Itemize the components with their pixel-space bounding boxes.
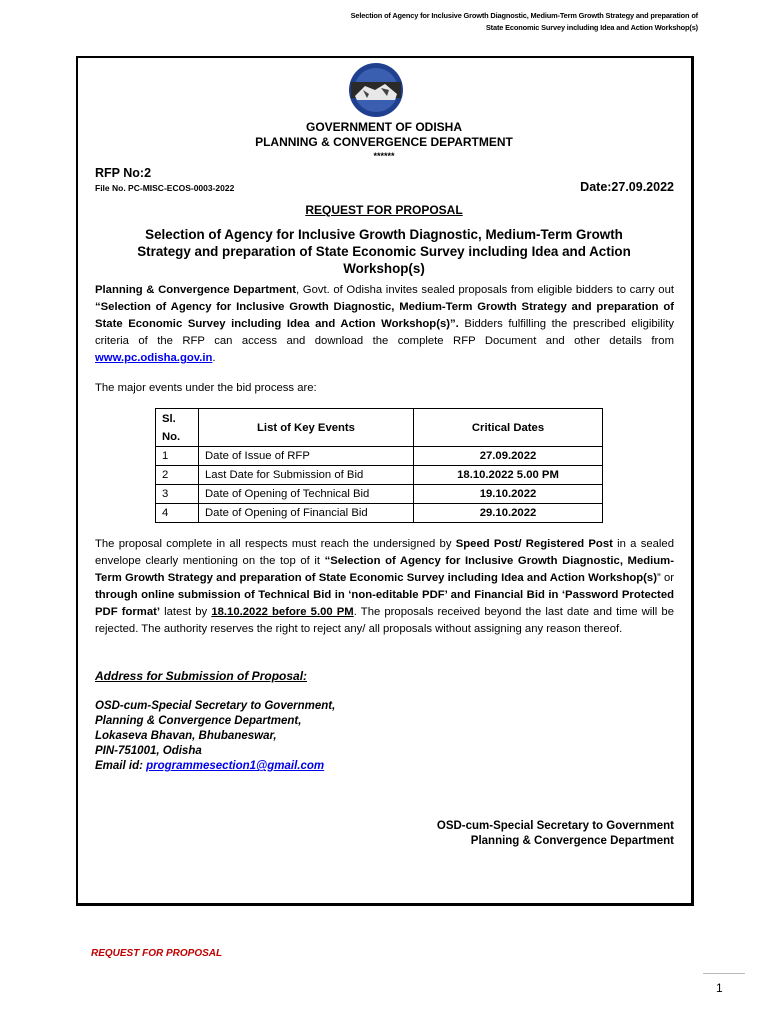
email-label: Email id: [95,760,147,772]
row-sl: 1 [156,447,199,466]
table-header-row [156,409,603,447]
separator-stars: ****** [373,151,395,161]
row-event: Date of Opening of Technical Bid [199,485,414,504]
file-number: File No. PC-MISC-ECOS-0003-2022 [95,183,235,193]
p3-bold-online: through online submission of Technical Bid in ‘non-editable PDF’ and Financial Bid in ‘Password Protected PDF format’ [95,589,674,618]
signature-block [437,819,674,849]
submission-paragraph [95,536,674,638]
row-sl: 4 [156,504,199,523]
invitation-paragraph [95,282,674,367]
department-bold: Planning & Convergence Department [95,284,297,296]
website-link[interactable]: www.pc.odisha.gov.in [95,352,213,364]
rfp-number: RFP No:2 [95,166,152,180]
footer-label: REQUEST FOR PROPOSAL [91,948,223,959]
events-intro: The major events under the bid process are: [95,382,317,394]
p1-text-3: . [212,352,216,364]
page-number: 1 [716,981,723,995]
row-sl: 3 [156,485,199,504]
p1-text-1: , Govt. of Odisha invites sealed proposals from eligible bidders to carry out [296,284,674,296]
address-heading: Address for Submission of Proposal: [95,669,308,683]
row-event: Date of Issue of RFP [199,447,414,466]
p3-bold-title: “Selection of Agency for Inclusive Growth Diagnostic, Medium-Term Growth Strategy and preparation of State Economic Survey including Idea and Action Workshop(s) [95,555,674,584]
table-row [156,466,603,485]
p3-text-3: ” or [656,572,674,584]
row-date: 18.10.2022 5.00 PM [414,466,603,485]
document-title [92,226,676,277]
table-row [156,485,603,504]
department-name: PLANNING & CONVERGENCE DEPARTMENT [255,135,513,149]
p3-text-4: latest by [160,606,212,618]
row-date: 27.09.2022 [414,447,603,466]
row-event: Last Date for Submission of Bid [199,466,414,485]
p1-bold-title: “Selection of Agency for Inclusive Growth Diagnostic, Medium-Term Growth Strategy and preparation of State Economic Survey including Idea and Action Workshop(s)”. [95,301,674,330]
address-line-3: Lokaseva Bhavan, Bhubaneswar, [95,730,277,742]
address-line-1: OSD-cum-Special Secretary to Government, [95,700,336,712]
odisha-emblem-icon [345,60,407,120]
row-date: 29.10.2022 [414,504,603,523]
rfp-heading [92,203,676,218]
issue-date: Date:27.09.2022 [580,180,674,194]
p3-text-1: The proposal complete in all respects must reach the undersigned by [95,538,456,550]
row-sl: 2 [156,466,199,485]
row-event: Date of Opening of Financial Bid [199,504,414,523]
running-header [278,10,698,34]
email-line [95,759,335,774]
p3-text-6: The proposals received beyond the last date and time will be rejected. The authority reserves the right to reject any/ all proposals without assigning any reason thereof. [95,606,674,635]
p3-text-2: in a sealed envelope clearly mentioning on the top of it [95,538,674,567]
header-events: List of Key Events [199,409,414,447]
title-line-1: Selection of Agency for Inclusive Growth Diagnostic, Medium-Term Growth [145,227,623,242]
p1-text-2: Bidders fulfilling the prescribed eligibility criteria of the RFP can access and download the complete RFP Document and other details from [95,318,674,347]
header-line-1: Selection of Agency for Inclusive Growth Diagnostic, Medium-Term Growth Strategy and preparation of [350,11,698,20]
signature-line-2: Planning & Convergence Department [470,835,674,847]
address-line-4: PIN-751001, Odisha [95,745,202,757]
government-name: GOVERNMENT OF ODISHA [305,120,462,134]
signature-line-1: OSD-cum-Special Secretary to Government [436,820,674,832]
title-line-3: Workshop(s) [343,261,425,276]
p3-text-5: . [353,606,361,618]
page-number-rule [703,973,745,974]
header-dates: Critical Dates [414,409,603,447]
header-line-2: State Economic Survey including Idea and Action Workshop(s) [485,23,698,32]
table-row [156,504,603,523]
row-date: 19.10.2022 [414,485,603,504]
submission-address [95,699,335,774]
rfp-heading-text: REQUEST FOR PROPOSAL [305,203,463,217]
p3-bold-post: Speed Post/ Registered Post [455,538,613,550]
key-events-table [155,408,603,523]
email-link[interactable]: programmesection1@gmail.com [146,760,325,772]
header-sl-no: Sl. No. [156,409,199,447]
address-line-2: Planning & Convergence Department, [95,715,302,727]
p3-bold-deadline: 18.10.2022 before 5.00 PM [211,606,354,618]
table-row [156,447,603,466]
title-line-2: Strategy and preparation of State Economic Survey including Idea and Action [137,244,631,259]
